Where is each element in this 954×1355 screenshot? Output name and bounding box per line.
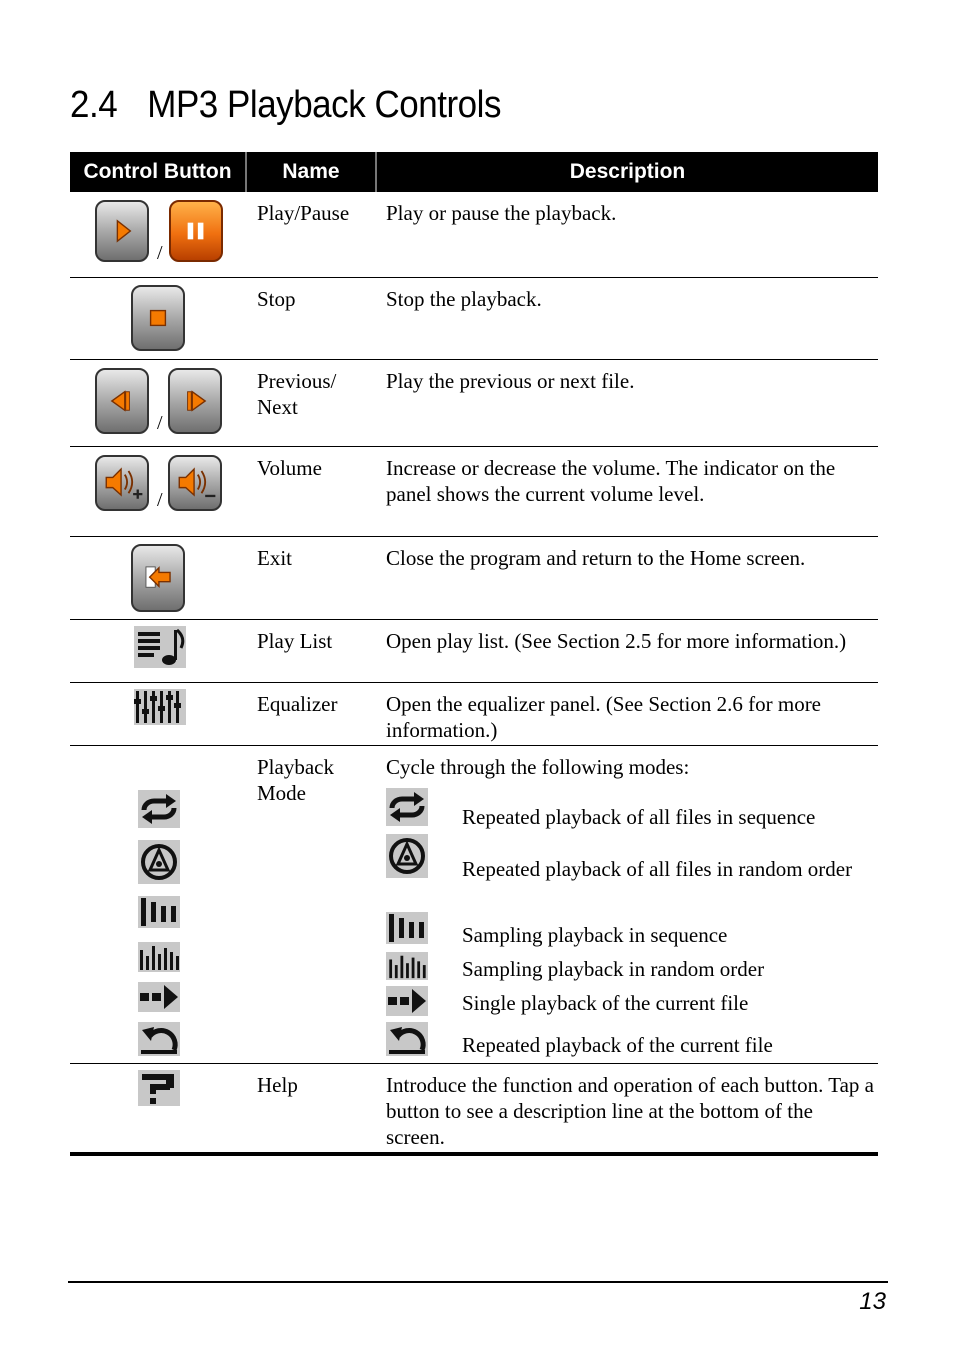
table-row bbox=[70, 360, 878, 447]
row-name: Stop bbox=[257, 287, 296, 311]
row-name: Play/Pause bbox=[257, 201, 350, 225]
stop-icon bbox=[131, 285, 185, 351]
separator: / bbox=[157, 412, 163, 434]
mode-text: Repeated playback of all files in sequence bbox=[462, 805, 816, 829]
sampling-random-icon bbox=[138, 942, 180, 972]
mode-item bbox=[386, 986, 876, 1018]
repeat-all-random-icon bbox=[138, 840, 180, 884]
row-description: Open the equalizer panel. (See Section 2.6 for more information.) bbox=[386, 692, 822, 742]
table-header bbox=[70, 152, 878, 192]
repeat-current-icon bbox=[138, 1022, 180, 1056]
mode-item bbox=[386, 912, 876, 946]
repeat-current-icon bbox=[386, 1022, 428, 1056]
pause-icon bbox=[169, 200, 223, 262]
row-name: Play List bbox=[257, 629, 333, 653]
table-row bbox=[70, 620, 878, 683]
row-description bbox=[386, 754, 876, 1057]
section-number: 2.4 bbox=[70, 84, 118, 126]
next-icon bbox=[168, 368, 222, 434]
row-name: Playback Mode bbox=[257, 755, 334, 805]
table-row bbox=[70, 683, 878, 746]
row-name: Previous/ Next bbox=[257, 369, 337, 419]
row-name: Exit bbox=[257, 546, 292, 570]
mode-text: Single playback of the current file bbox=[462, 991, 749, 1015]
separator: / bbox=[157, 242, 163, 264]
table-row bbox=[70, 192, 878, 278]
mode-item bbox=[386, 788, 876, 838]
row-name: Equalizer bbox=[257, 692, 338, 716]
mode-text: Sampling playback in random order bbox=[462, 957, 765, 981]
repeat-all-sequence-icon bbox=[386, 788, 428, 826]
equalizer-icon bbox=[134, 689, 186, 725]
header-name: Name bbox=[247, 152, 377, 192]
volume-up-icon bbox=[95, 455, 149, 511]
help-icon bbox=[138, 1070, 180, 1106]
row-description: Stop the playback. bbox=[386, 287, 542, 311]
header-description: Description bbox=[569, 160, 686, 183]
separator: / bbox=[157, 489, 163, 511]
single-playback-icon bbox=[386, 986, 428, 1016]
row-name: Volume bbox=[257, 456, 322, 480]
row-description: Increase or decrease the volume. The indicator on the panel shows the current volume level. bbox=[386, 456, 836, 506]
row-description: Play or pause the playback. bbox=[386, 201, 617, 225]
repeat-all-random-icon bbox=[386, 834, 428, 878]
mode-text: Sampling playback in sequence bbox=[462, 923, 728, 947]
row-description: Introduce the function and operation of each button. Tap a button to see a description line at the bottom of the screen. bbox=[386, 1073, 874, 1149]
page-number: 13 bbox=[859, 1288, 886, 1315]
mode-item bbox=[386, 1022, 876, 1062]
section-title: MP3 Playback Controls bbox=[147, 84, 501, 126]
modes-intro: Cycle through the following modes: bbox=[386, 755, 690, 779]
table-row bbox=[70, 537, 878, 620]
row-name: Help bbox=[257, 1073, 298, 1097]
mode-text: Repeated playback of the current file bbox=[462, 1033, 773, 1057]
mode-item bbox=[386, 952, 876, 982]
sampling-sequence-icon bbox=[138, 896, 180, 928]
page-title bbox=[70, 84, 501, 127]
mode-text: Repeated playback of all files in random order bbox=[462, 857, 853, 881]
row-description: Play the previous or next file. bbox=[386, 369, 635, 393]
row-description: Close the program and return to the Home screen. bbox=[386, 546, 806, 570]
previous-icon bbox=[95, 368, 149, 434]
sampling-random-icon bbox=[386, 952, 428, 980]
exit-icon bbox=[131, 544, 185, 612]
play-list-icon bbox=[134, 626, 186, 668]
table-row bbox=[70, 447, 878, 537]
single-playback-icon bbox=[138, 982, 180, 1012]
sampling-sequence-icon bbox=[386, 912, 428, 944]
volume-down-icon bbox=[168, 455, 222, 511]
header-control-button: Control Button bbox=[70, 152, 247, 192]
footer-divider bbox=[68, 1281, 888, 1283]
mode-item bbox=[386, 834, 876, 910]
play-icon bbox=[95, 200, 149, 262]
controls-table bbox=[70, 152, 878, 1156]
table-row bbox=[70, 1064, 878, 1156]
table-row bbox=[70, 278, 878, 360]
repeat-all-sequence-icon bbox=[138, 790, 180, 828]
table-row bbox=[70, 746, 878, 1064]
row-description: Open play list. (See Section 2.5 for more information.) bbox=[386, 629, 847, 653]
